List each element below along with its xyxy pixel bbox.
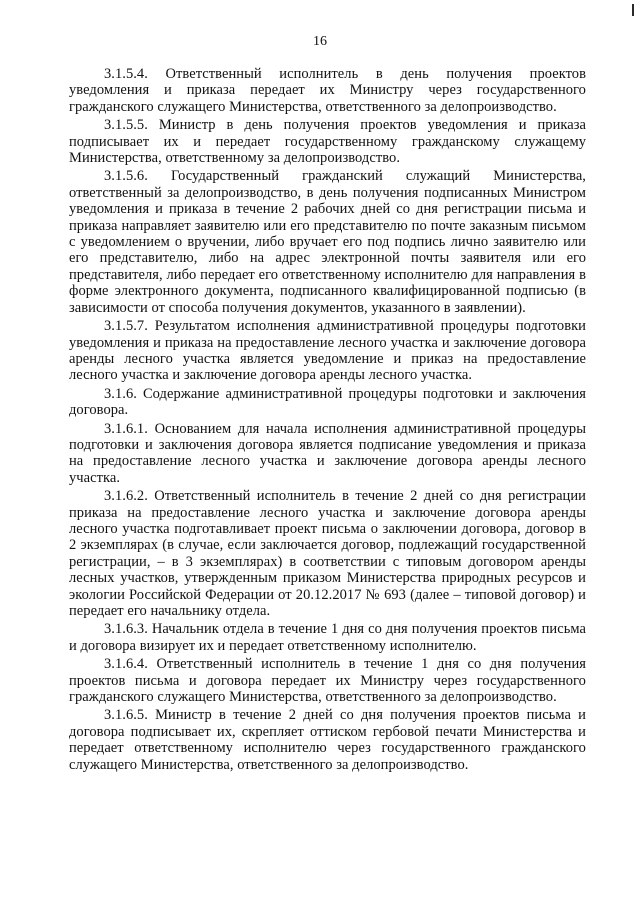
paragraph-3-1-6-5: 3.1.6.5. Министр в течение 2 дней со дня получения проектов письма и договора подписывает их, скрепляет оттиском гербовой печати Министерства и передает ответственному исполнителю через государственного гражданского служащего Министерства, ответственного за делопроизводство. <box>69 707 586 773</box>
paragraph-3-1-5-7: 3.1.5.7. Результатом исполнения административной процедуры подготовки уведомления и приказа на предоставление лесного участка и заключение договора аренды лесного участка является уведомление и приказ на предоставление лесного участка и заключение договора аренды лесного участка. <box>69 318 586 384</box>
paragraph-3-1-5-6: 3.1.5.6. Государственный гражданский служащий Министерства, ответственный за делопроизводство, в день получения подписанных Министром уведомления и приказа в течение 2 рабочих дней со дня регистрации письма и приказа направляет заявителю или его представителю по почте заказным письмом с уведомлением о вручении, либо вручает его под подпись лично заявителю или его представителю, либо на адрес электронной почты заявителя или его представителя, либо передает его ответственному исполнителю для направления в форме электронного документа, подписанного квалифицированной подписью (в зависимости от способа получения документов, указанного в заявлении). <box>69 168 586 316</box>
page-number: 16 <box>313 34 327 49</box>
paragraph-3-1-5-5: 3.1.5.5. Министр в день получения проектов уведомления и приказа подписывает их и передает государственному гражданскому служащему Министерства, ответственному за делопроизводство. <box>69 117 586 167</box>
paragraph-3-1-6-2: 3.1.6.2. Ответственный исполнитель в течение 2 дней со дня регистрации приказа на предоставление лесного участка и заключение договора аренды лесного участка подготавливает проект письма о заключении договора, договор в 2 экземплярах (в случае, если заключается договор, подлежащий государственной регистрации, – в 3 экземплярах) в соответствии с типовым договором аренды лесных участков, утвержденным приказом Министерства природных ресурсов и экологии Российской Федерации от 20.12.2017 № 693 (далее – типовой договор) и передает его начальнику отдела. <box>69 488 586 619</box>
paragraph-3-1-6: 3.1.6. Содержание административной процедуры подготовки и заключения договора. <box>69 385 586 419</box>
document-body <box>69 66 586 773</box>
paragraph-3-1-6-3: 3.1.6.3. Начальник отдела в течение 1 дня со дня получения проектов письма и договора визирует их и передает ответственному исполнителю. <box>69 621 586 654</box>
scan-edge-mark <box>632 4 634 16</box>
paragraph-3-1-5-4: 3.1.5.4. Ответственный исполнитель в день получения проектов уведомления и приказа передает их Министру через государственного гражданского служащего Министерства, ответственного за делопроизводство. <box>69 66 586 115</box>
paragraph-3-1-6-4: 3.1.6.4. Ответственный исполнитель в течение 1 дня со дня получения проектов письма и договора передает их Министру через государственного гражданского служащего Министерства, ответственного за делопроизводство. <box>69 656 586 706</box>
paragraph-3-1-6-1: 3.1.6.1. Основанием для начала исполнения административной процедуры подготовки и заключения договора является подписание уведомления и приказа на предоставление лесного участка и заключение договора аренды лесного участка. <box>69 420 586 486</box>
